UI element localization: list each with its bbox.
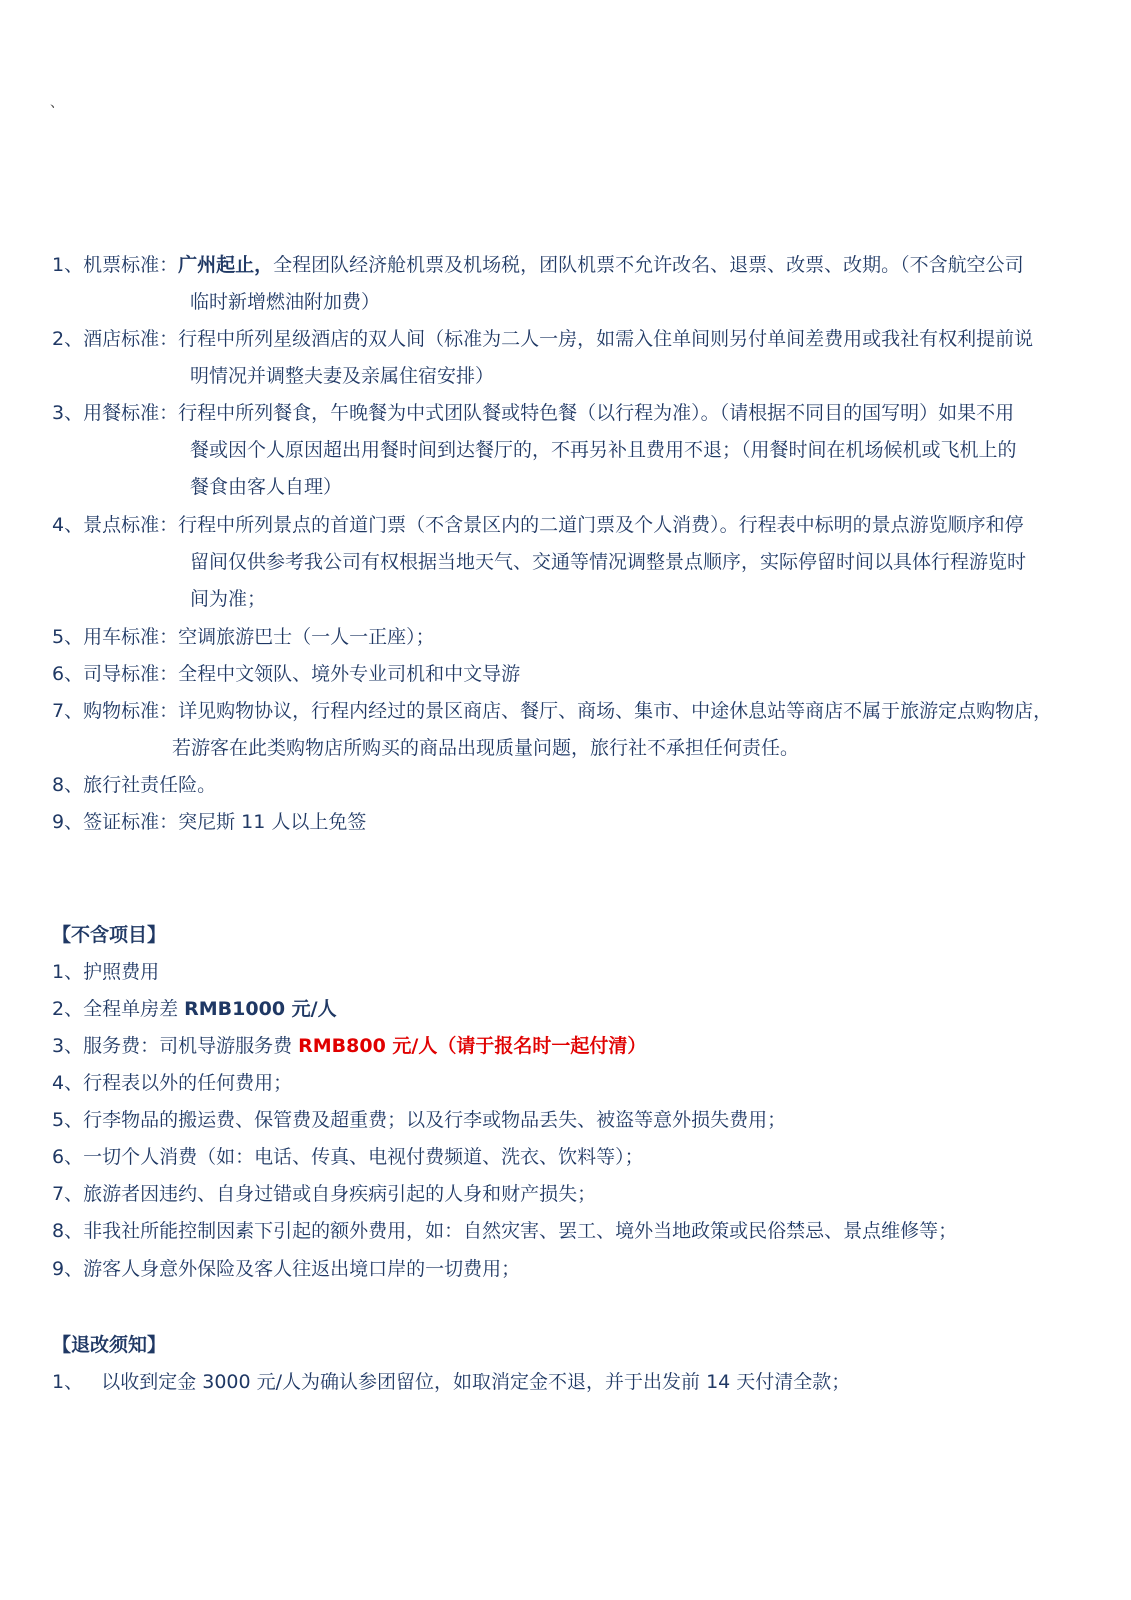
include-item-3-cont: 餐或因个人原因超出用餐时间到达餐厅的，不再另补且费用不退；（用餐时间在机场候机或飞机上的: [190, 439, 1017, 461]
excludes-title: 【不含项目】: [52, 924, 167, 946]
exclude-item-4: 4、行程表以外的任何费用；: [52, 1072, 293, 1094]
include-item-7: 7、购物标准：详见购物协议，行程内经过的景区商店、餐厅、商场、集市、中途休息站等商店不属于旅游定点购物店，: [52, 700, 1053, 722]
exclude-item-1: 1、护照费用: [52, 961, 160, 983]
include-item-1-cont: 临时新增燃油附加费）: [190, 291, 381, 313]
exclude-item-3: 3、服务费：司机导游服务费 RMB800 元/人（请于报名时一起付清）: [52, 1035, 647, 1057]
include-item-3: 3、用餐标准：行程中所列餐食，午晚餐为中式团队餐或特色餐（以行程为准）。（请根据不同目的国写明）如果不用: [52, 402, 1015, 424]
include-item-4-cont: 间为准；: [190, 588, 267, 610]
exclude-item-8: 8、非我社所能控制因素下引起的额外费用，如：自然灾害、罢工、境外当地政策或民俗禁忌、景点维修等；: [52, 1220, 958, 1242]
include-item-5: 5、用车标准：空调旅游巴士（一人一正座）；: [52, 626, 435, 648]
exclude-item-7: 7、旅游者因违约、自身过错或自身疾病引起的人身和财产损失；: [52, 1183, 597, 1205]
refund-item-1: 1、 以收到定金 3000 元/人为确认参团留位，如取消定金不退，并于出发前 14 天付清全款；: [52, 1371, 851, 1393]
include-item-1: 1、机票标准：广州起止，全程团队经济舱机票及机场税，团队机票不允许改名、退票、改票、改期。（不含航空公司: [52, 254, 1024, 276]
include-item-8: 8、旅行社责任险。: [52, 774, 217, 796]
exclude-item-5: 5、行李物品的搬运费、保管费及超重费；以及行李或物品丢失、被盗等意外损失费用；: [52, 1109, 787, 1131]
include-item-3-cont: 餐食由客人自理）: [190, 476, 343, 498]
include-item-4: 4、景点标准：行程中所列景点的首道门票（不含景区内的二道门票及个人消费）。行程表中标明的景点游览顺序和停: [52, 514, 1024, 536]
include-item-6: 6、司导标准：全程中文领队、境外专业司机和中文导游: [52, 663, 521, 685]
include-item-2-cont: 明情况并调整夫妻及亲属住宿安排）: [190, 365, 495, 387]
exclude-item-2: 2、全程单房差 RMB1000 元/人: [52, 998, 337, 1020]
refund-title: 【退改须知】: [52, 1334, 167, 1356]
exclude-item-9: 9、游客人身意外保险及客人往返出境口岸的一切费用；: [52, 1258, 521, 1280]
include-item-9: 9、签证标准：突尼斯 11 人以上免签: [52, 811, 367, 833]
include-item-7-cont: 若游客在此类购物店所购买的商品出现质量问题，旅行社不承担任何责任。: [172, 737, 800, 759]
include-item-2: 2、酒店标准：行程中所列星级酒店的双人间（标准为二人一房，如需入住单间则另付单间差费用或我社有权利提前说: [52, 328, 1034, 350]
exclude-item-6: 6、一切个人消费（如：电话、传真、电视付费频道、洗衣、饮料等）；: [52, 1146, 644, 1168]
include-item-4-cont: 留间仅供参考我公司有权根据当地天气、交通等情况调整景点顺序，实际停留时间以具体行程游览时: [190, 551, 1027, 573]
top-mark: 、: [50, 95, 64, 111]
